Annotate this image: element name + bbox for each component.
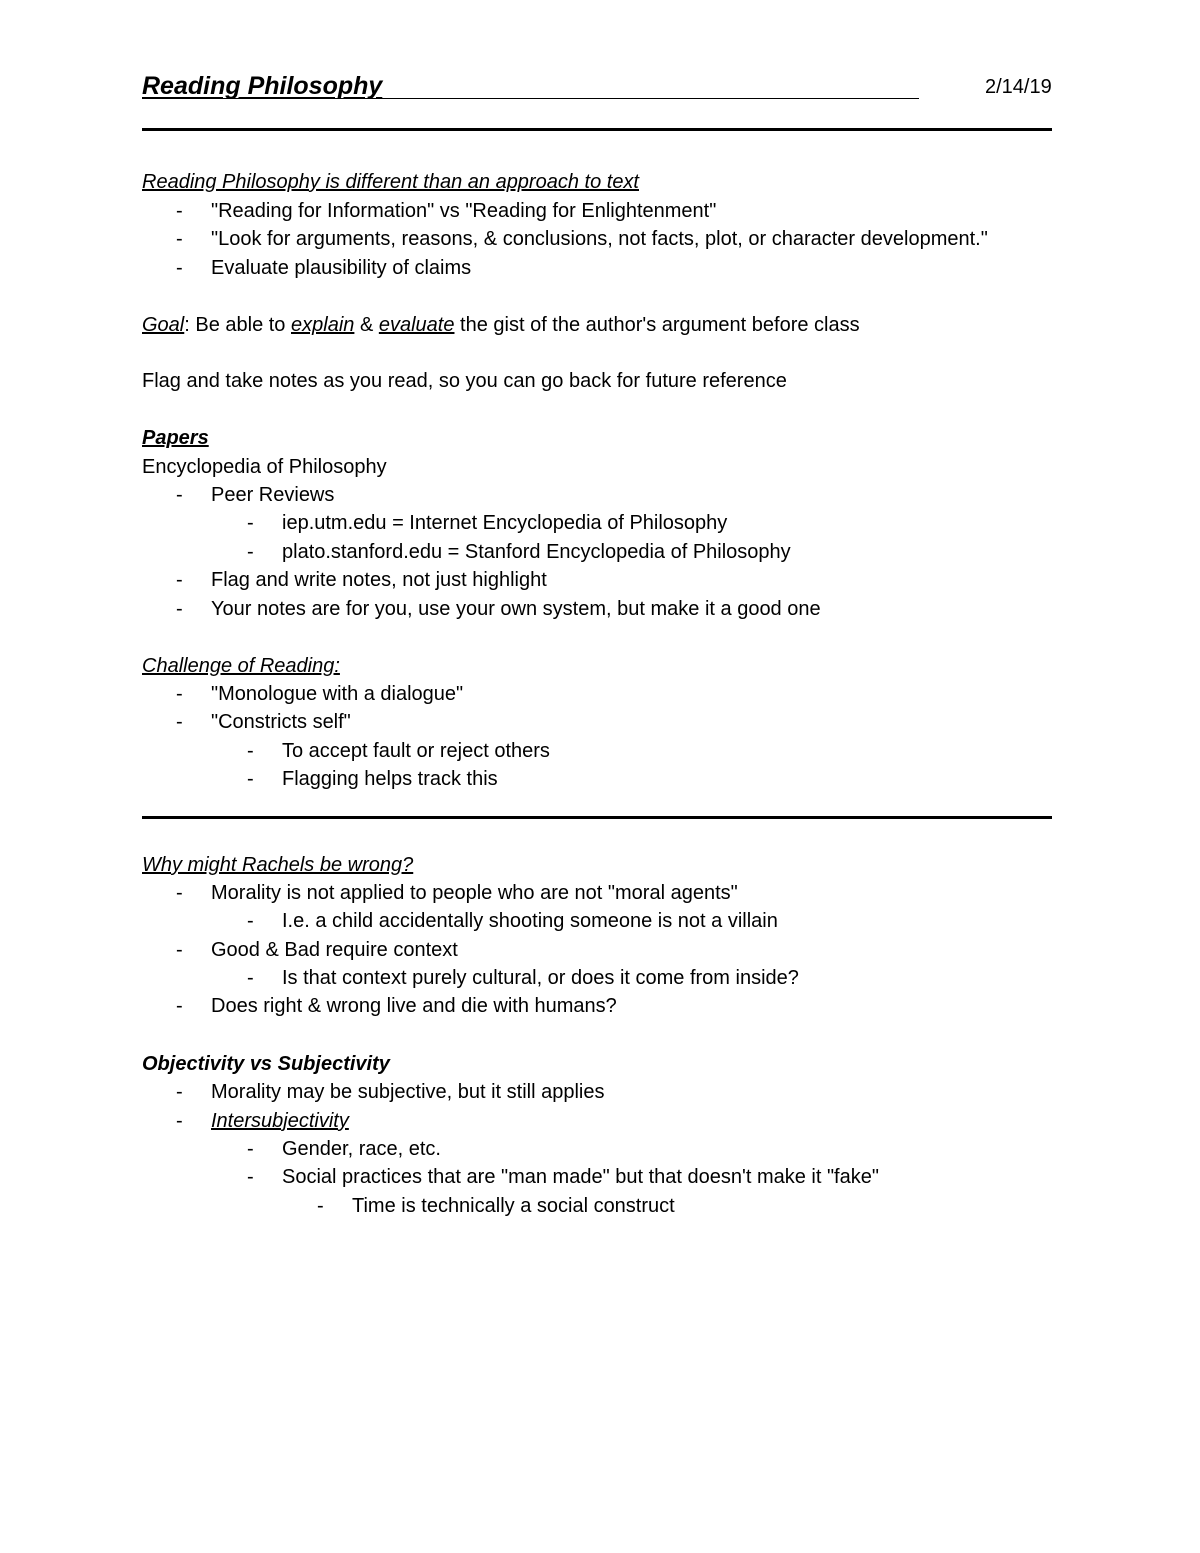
middle-divider: [142, 816, 1052, 819]
goal-label: Goal: [142, 314, 185, 336]
list-item: Flag and write notes, not just highlight: [211, 569, 547, 591]
section-heading-papers: Papers: [142, 427, 209, 449]
bullet-dash: -: [176, 257, 183, 279]
goal-text-1: : Be able to: [184, 314, 291, 336]
bullet-dash: -: [176, 995, 183, 1017]
bullet-dash: -: [247, 910, 254, 932]
bullet-dash: -: [317, 1195, 324, 1217]
goal-text-3: the gist of the author's argument before class: [454, 314, 860, 336]
goal-evaluate: evaluate: [378, 314, 455, 336]
list-item: Morality is not applied to people who are not "moral agents": [211, 882, 738, 904]
list-item: Social practices that are "man made" but that doesn't make it "fake": [282, 1166, 879, 1188]
list-item: Flagging helps track this: [282, 768, 498, 790]
list-item: Peer Reviews: [211, 484, 335, 506]
list-item: Gender, race, etc.: [282, 1138, 441, 1160]
bullet-dash: -: [176, 1110, 183, 1132]
goal-line: [142, 313, 860, 337]
list-item: Time is technically a social construct: [352, 1195, 675, 1217]
list-item: Is that context purely cultural, or does it come from inside?: [282, 967, 799, 989]
bullet-dash: -: [176, 683, 183, 705]
bullet-dash: -: [176, 598, 183, 620]
flag-note: Flag and take notes as you read, so you can go back for future reference: [142, 370, 787, 392]
list-item: Your notes are for you, use your own system, but make it a good one: [211, 598, 821, 620]
top-divider: [142, 128, 1052, 131]
bullet-dash: -: [247, 967, 254, 989]
list-item: Good & Bad require context: [211, 939, 458, 961]
bullet-dash: -: [176, 484, 183, 506]
bullet-dash: -: [176, 200, 183, 222]
list-item: I.e. a child accidentally shooting someone is not a villain: [282, 910, 778, 932]
list-item: iep.utm.edu = Internet Encyclopedia of Philosophy: [282, 512, 728, 534]
bullet-dash: -: [247, 541, 254, 563]
list-item: To accept fault or reject others: [282, 740, 550, 762]
list-item: "Look for arguments, reasons, & conclusions, not facts, plot, or character development.": [211, 228, 988, 250]
bullet-dash: -: [247, 512, 254, 534]
bullet-dash: -: [176, 1081, 183, 1103]
list-item: Evaluate plausibility of claims: [211, 257, 472, 279]
list-item: Intersubjectivity: [211, 1110, 349, 1132]
bullet-dash: -: [176, 882, 183, 904]
bullet-dash: -: [176, 569, 183, 591]
title-underline: [142, 98, 919, 99]
goal-explain: explain: [291, 314, 355, 336]
section-heading-reading: Reading Philosophy is different than an approach to text: [142, 171, 639, 193]
list-item: Morality may be subjective, but it still applies: [211, 1081, 605, 1103]
bullet-dash: -: [247, 1138, 254, 1160]
page-title: Reading Philosophy: [142, 72, 383, 100]
goal-text-2: &: [354, 314, 379, 336]
bullet-dash: -: [176, 711, 183, 733]
bullet-dash: -: [247, 1166, 254, 1188]
list-item: "Reading for Information" vs "Reading for Enlightenment": [211, 200, 717, 222]
list-item: "Constricts self": [211, 711, 351, 733]
papers-subheading: Encyclopedia of Philosophy: [142, 456, 387, 478]
page-date: 2/14/19: [985, 76, 1052, 98]
section-heading-challenge: Challenge of Reading:: [142, 655, 340, 677]
section-heading-rachels: Why might Rachels be wrong?: [142, 854, 414, 876]
bullet-dash: -: [176, 228, 183, 250]
list-item: plato.stanford.edu = Stanford Encyclopedia of Philosophy: [282, 541, 791, 563]
bullet-dash: -: [176, 939, 183, 961]
bullet-dash: -: [247, 740, 254, 762]
section-heading-objectivity: Objectivity vs Subjectivity: [142, 1053, 390, 1075]
list-item: Does right & wrong live and die with humans?: [211, 995, 617, 1017]
list-item: "Monologue with a dialogue": [211, 683, 464, 705]
bullet-dash: -: [247, 768, 254, 790]
